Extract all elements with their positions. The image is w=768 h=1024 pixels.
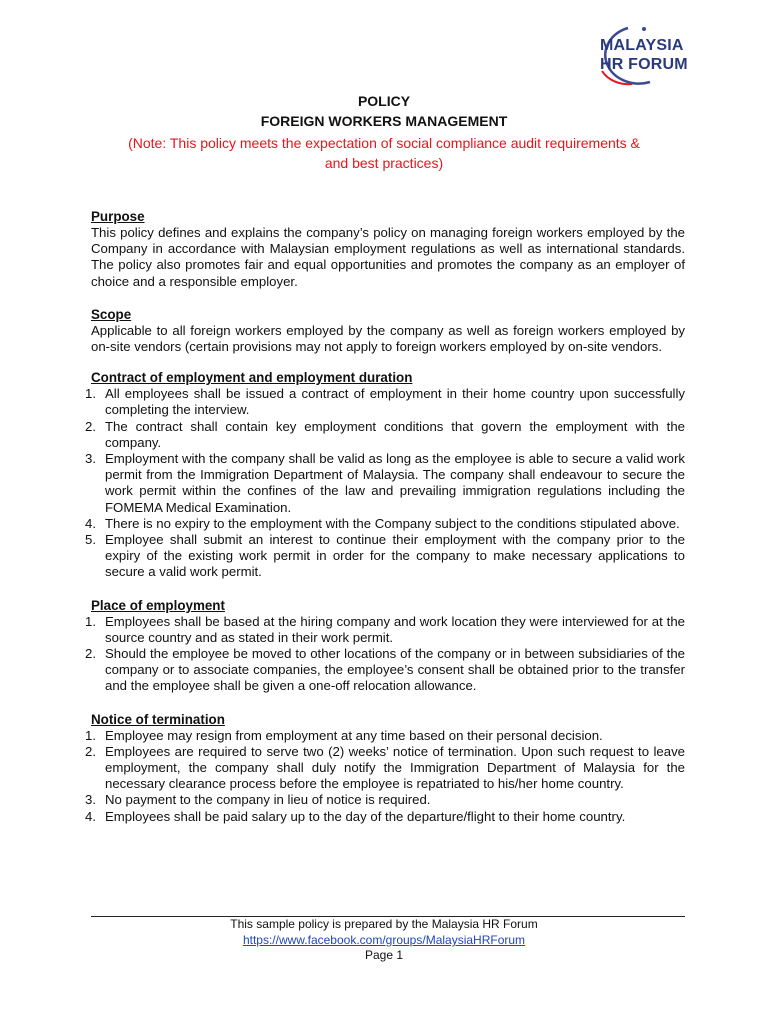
purpose-text: This policy defines and explains the company’s policy on managing foreign workers employed by the Company in accordance with Malaysian employment regulations as well as international standards. The policy also promotes fair and equal opportunities and promotes the company as an employer of choice and a responsible employer. [91, 225, 685, 289]
logo-line-1: MALAYSIA [600, 37, 684, 54]
list-number: 5. [85, 532, 96, 548]
policy-subtitle: FOREIGN WORKERS MANAGEMENT [260, 113, 508, 129]
footer-credit: This sample policy is prepared by the Malaysia HR Forum [230, 917, 538, 931]
list-number: 1. [85, 386, 96, 402]
termination-section [85, 711, 685, 825]
list-item [79, 728, 685, 744]
compliance-note-line-2: and best practices) [324, 155, 444, 171]
list-text: Employees are required to serve two (2) weeks’ notice of termination. Upon such request to leave employment, the company shall duly notify the Immigration Department of Malaysia for the necessary clearance process before the employee is repatriated to his/her home country. [105, 743, 685, 792]
list-item [79, 744, 685, 793]
logo-text [600, 36, 688, 74]
contract-list [85, 386, 685, 580]
list-item [79, 451, 685, 516]
scope-section [91, 306, 685, 355]
list-item [79, 386, 685, 418]
list-item [79, 792, 685, 808]
termination-list [85, 727, 685, 825]
contract-section [85, 369, 685, 580]
list-item [79, 516, 685, 532]
list-text: There is no expiry to the employment with the Company subject to the conditions stipulated above. [105, 515, 680, 531]
list-number: 4. [85, 515, 96, 531]
list-item [79, 646, 685, 695]
place-section [85, 597, 685, 695]
scope-heading: Scope [91, 306, 132, 322]
list-text: All employees shall be issued a contract of employment in their home country upon successfully completing the interview. [105, 386, 685, 418]
list-number: 1. [85, 727, 96, 743]
list-text: Employees shall be based at the hiring company and work location they were interviewed for at the source country and as stated in their work permit. [105, 613, 685, 645]
list-number: 2. [85, 646, 96, 662]
list-item [79, 419, 685, 451]
list-text: Should the employee be moved to other locations of the company or in between subsidiaries of the company or to associate companies, the employee’s consent shall be obtained prior to the transfer and the employee shall be given a one-off relocation allowance. [105, 646, 685, 694]
list-number: 3. [85, 451, 96, 467]
list-item [79, 614, 685, 646]
policy-title: POLICY [357, 93, 411, 109]
list-text: The contract shall contain key employment conditions that govern the employment with the company. [105, 418, 685, 450]
footer-link[interactable]: https://www.facebook.com/groups/MalaysiaHRForum [242, 933, 526, 947]
page-number: Page 1 [364, 948, 404, 962]
list-text: Employee may resign from employment at any time based on their personal decision. [105, 727, 603, 743]
scope-text: Applicable to all foreign workers employed by the company as well as foreign workers employed by on-site vendors (certain provisions may not apply to foreign workers employed by on-site vendors. [91, 322, 685, 355]
malaysia-hr-forum-logo [588, 24, 702, 86]
list-text: Employment with the company shall be valid as long as the employee is able to secure a valid work permit from the Immigration Department of Malaysia. The company shall endeavour to secure the work permit within the confines of the law and prevailing immigration regulations including the FOMEMA Medical Examination. [105, 451, 685, 515]
place-list [85, 613, 685, 695]
list-number: 2. [85, 418, 96, 434]
list-item [79, 532, 685, 581]
list-number: 3. [85, 792, 96, 808]
purpose-heading: Purpose [91, 209, 145, 224]
compliance-note-line-1: (Note: This policy meets the expectation of social compliance audit requirements & [128, 135, 640, 151]
policy-body [85, 208, 685, 825]
list-number: 1. [85, 613, 96, 629]
place-heading: Place of employment [91, 597, 225, 613]
purpose-section [91, 208, 685, 290]
list-text: Employee shall submit an interest to continue their employment with the company prior to the expiry of the existing work permit in order for the company to make necessary applications to secure a valid work permit. [105, 532, 685, 580]
contract-heading: Contract of employment and employment duration [91, 370, 413, 386]
logo-line-2: HR FORUM [600, 56, 688, 73]
list-text: Employees shall be paid salary up to the day of the departure/flight to their home country. [105, 808, 626, 824]
list-number: 4. [85, 808, 96, 824]
compliance-note [0, 133, 768, 173]
termination-heading: Notice of termination [91, 711, 225, 727]
list-number: 2. [85, 743, 96, 759]
list-text: No payment to the company in lieu of notice is required. [105, 792, 431, 808]
list-item [79, 809, 685, 825]
